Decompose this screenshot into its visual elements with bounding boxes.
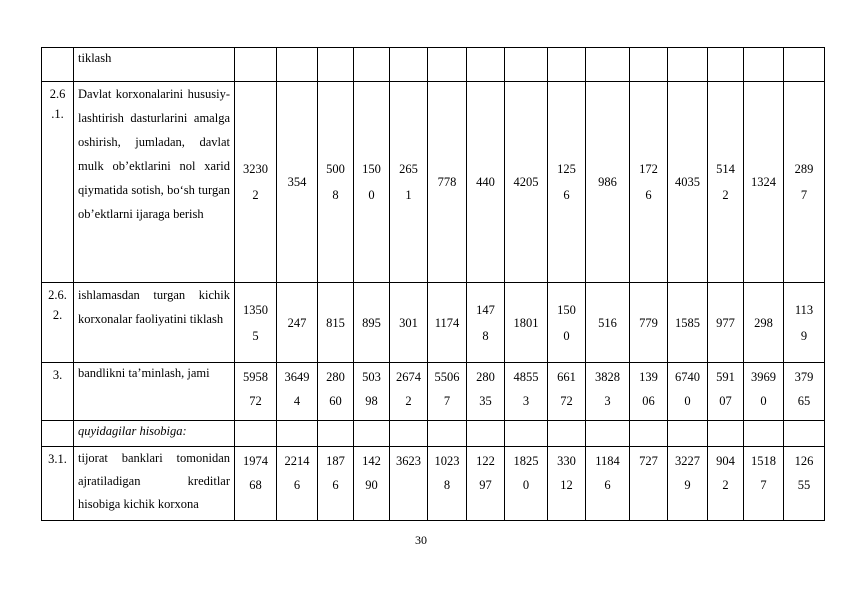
value-cell: 4205 xyxy=(505,82,548,283)
value-cell: 280 35 xyxy=(467,363,505,421)
row-index: 3.1. xyxy=(42,447,74,521)
value-cell xyxy=(390,421,428,447)
row-index: 3. xyxy=(42,363,74,421)
value-cell xyxy=(708,421,744,447)
row-label: tiklash xyxy=(74,48,235,82)
value-cell: 977 xyxy=(708,283,744,363)
value-cell xyxy=(505,48,548,82)
value-cell xyxy=(548,48,586,82)
value-cell: 289 7 xyxy=(784,82,825,283)
value-cell: 150 0 xyxy=(548,283,586,363)
value-cell: 1825 0 xyxy=(505,447,548,521)
value-cell xyxy=(586,48,630,82)
value-cell xyxy=(428,421,467,447)
value-cell: 986 xyxy=(586,82,630,283)
value-cell: 301 xyxy=(390,283,428,363)
value-cell: 126 55 xyxy=(784,447,825,521)
value-cell: 280 60 xyxy=(318,363,354,421)
value-cell xyxy=(630,48,668,82)
row-label: quyidagilar hisobiga: xyxy=(74,421,235,447)
value-cell: 3828 3 xyxy=(586,363,630,421)
value-cell: 1801 xyxy=(505,283,548,363)
value-cell: 514 2 xyxy=(708,82,744,283)
value-cell: 895 xyxy=(354,283,390,363)
value-cell: 661 72 xyxy=(548,363,586,421)
value-cell: 6740 0 xyxy=(668,363,708,421)
value-cell: 779 xyxy=(630,283,668,363)
row-index: 2.6. 2. xyxy=(42,283,74,363)
value-cell: 3969 0 xyxy=(744,363,784,421)
value-cell: 3623 xyxy=(390,447,428,521)
value-cell xyxy=(318,48,354,82)
value-cell: 1974 68 xyxy=(235,447,277,521)
row-index xyxy=(42,48,74,82)
value-cell: 815 xyxy=(318,283,354,363)
value-cell xyxy=(467,421,505,447)
value-cell: 379 65 xyxy=(784,363,825,421)
value-cell xyxy=(744,48,784,82)
table-row xyxy=(42,48,825,82)
value-cell xyxy=(548,421,586,447)
value-cell: 122 97 xyxy=(467,447,505,521)
page-number: 30 xyxy=(415,533,427,547)
value-cell: 5506 7 xyxy=(428,363,467,421)
value-cell: 3227 9 xyxy=(668,447,708,521)
value-cell: 265 1 xyxy=(390,82,428,283)
value-cell: 503 98 xyxy=(354,363,390,421)
row-label: Davlat korxonalarini hususiy-lashtirish dasturlarini amalga oshirish, jumladan, davlat mulk ob’ektlarini nol xarid qiymatida sotish, bo‘sh turgan ob’ektlarni ijaraga berish xyxy=(74,82,235,283)
value-cell: 2214 6 xyxy=(277,447,318,521)
value-cell xyxy=(277,48,318,82)
value-cell xyxy=(390,48,428,82)
row-index xyxy=(42,421,74,447)
value-cell xyxy=(277,421,318,447)
value-cell: 1023 8 xyxy=(428,447,467,521)
data-table xyxy=(41,47,825,521)
value-cell: 727 xyxy=(630,447,668,521)
value-cell xyxy=(708,48,744,82)
value-cell: 125 6 xyxy=(548,82,586,283)
value-cell: 778 xyxy=(428,82,467,283)
value-cell: 1174 xyxy=(428,283,467,363)
value-cell xyxy=(318,421,354,447)
value-cell: 1324 xyxy=(744,82,784,283)
value-cell: 142 90 xyxy=(354,447,390,521)
value-cell xyxy=(668,48,708,82)
value-cell: 4035 xyxy=(668,82,708,283)
value-cell xyxy=(235,421,277,447)
value-cell: 298 xyxy=(744,283,784,363)
value-cell: 500 8 xyxy=(318,82,354,283)
table-row xyxy=(42,447,825,521)
value-cell: 330 12 xyxy=(548,447,586,521)
value-cell: 113 9 xyxy=(784,283,825,363)
value-cell: 2674 2 xyxy=(390,363,428,421)
value-cell xyxy=(784,48,825,82)
value-cell xyxy=(354,48,390,82)
value-cell: 139 06 xyxy=(630,363,668,421)
value-cell: 247 xyxy=(277,283,318,363)
value-cell xyxy=(467,48,505,82)
table-row xyxy=(42,82,825,283)
value-cell: 3649 4 xyxy=(277,363,318,421)
value-cell xyxy=(744,421,784,447)
value-cell: 1585 xyxy=(668,283,708,363)
value-cell xyxy=(354,421,390,447)
value-cell: 1350 5 xyxy=(235,283,277,363)
table-row xyxy=(42,283,825,363)
value-cell: 4855 3 xyxy=(505,363,548,421)
value-cell: 1518 7 xyxy=(744,447,784,521)
value-cell: 172 6 xyxy=(630,82,668,283)
value-cell: 591 07 xyxy=(708,363,744,421)
row-index: 2.6 .1. xyxy=(42,82,74,283)
value-cell: 516 xyxy=(586,283,630,363)
value-cell: 150 0 xyxy=(354,82,390,283)
value-cell xyxy=(784,421,825,447)
table-row xyxy=(42,363,825,421)
value-cell xyxy=(586,421,630,447)
row-label: bandlikni ta’minlash, jami xyxy=(74,363,235,421)
value-cell xyxy=(668,421,708,447)
row-label: ishlamasdan turgan kichik korxonalar faoliyatini tiklash xyxy=(74,283,235,363)
value-cell: 3230 2 xyxy=(235,82,277,283)
value-cell xyxy=(428,48,467,82)
row-label: tijorat banklari tomonidan ajratiladigan kreditlar hisobiga kichik korxona xyxy=(74,447,235,521)
table-row xyxy=(42,421,825,447)
value-cell: 187 6 xyxy=(318,447,354,521)
value-cell: 354 xyxy=(277,82,318,283)
value-cell: 904 2 xyxy=(708,447,744,521)
value-cell xyxy=(505,421,548,447)
value-cell: 440 xyxy=(467,82,505,283)
value-cell xyxy=(630,421,668,447)
value-cell: 5958 72 xyxy=(235,363,277,421)
value-cell: 1184 6 xyxy=(586,447,630,521)
value-cell: 147 8 xyxy=(467,283,505,363)
value-cell xyxy=(235,48,277,82)
